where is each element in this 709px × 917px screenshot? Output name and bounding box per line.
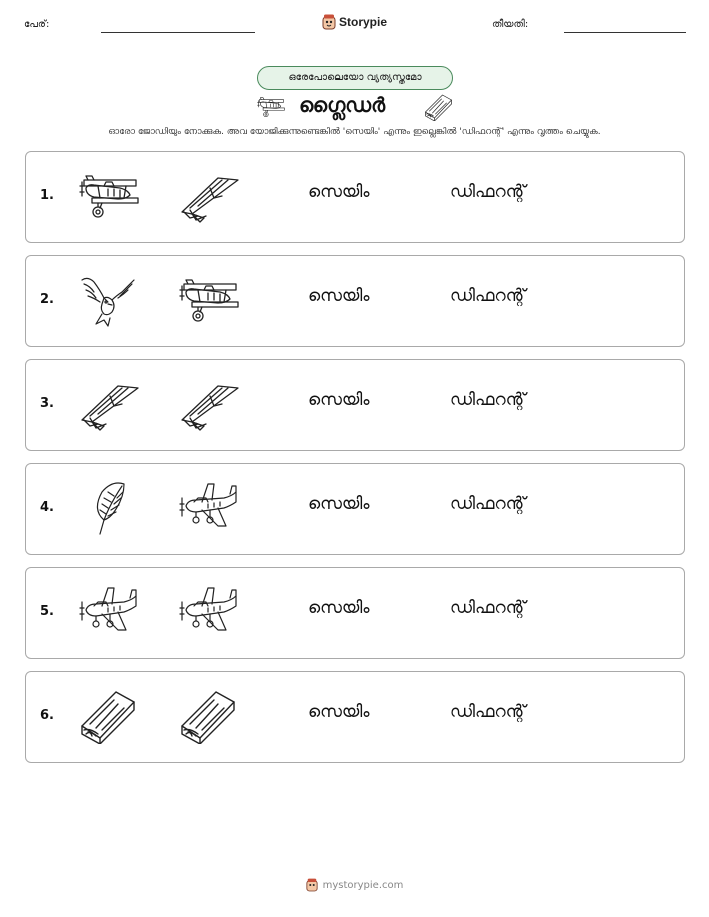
- eagle-icon: [78, 272, 140, 328]
- title-row: [0, 91, 709, 123]
- biplane-icon: [178, 272, 240, 328]
- different-option[interactable]: ഡിഫറന്റ്: [450, 598, 526, 618]
- question-number: 5.: [40, 604, 54, 619]
- date-label: തീയതി:: [492, 19, 529, 30]
- hang-glider-icon: [178, 376, 240, 432]
- wood-log-icon: [78, 688, 140, 744]
- worksheet-header: [0, 0, 709, 40]
- brand-logo: [322, 14, 387, 30]
- name-line[interactable]: [101, 32, 255, 33]
- different-option[interactable]: ഡിഫറന്റ്: [450, 494, 526, 514]
- same-option[interactable]: സെയിം: [308, 390, 370, 410]
- same-option[interactable]: സെയിം: [308, 286, 370, 306]
- hang-glider-icon: [178, 168, 240, 224]
- feather-icon: [78, 480, 140, 536]
- question-card-6: [25, 671, 685, 763]
- instructions: ഓരോ ജോഡിയും നോക്കുക. അവ യോജിക്കുന്നുണ്ടെങ്കിൽ 'സെയിം' എന്നും ഇല്ലെങ്കിൽ 'ഡിഫറന്റ്' എന്നും വൃത്തം ചെയ്യുക.: [108, 127, 601, 137]
- different-option[interactable]: ഡിഫറന്റ്: [450, 390, 526, 410]
- worksheet-type-badge: ഒരേപോലെയോ വ്യത്യസ്തമോ: [257, 66, 453, 90]
- date-line[interactable]: [564, 32, 686, 33]
- biplane-icon: [78, 168, 140, 224]
- question-card-3: [25, 359, 685, 451]
- same-option[interactable]: സെയിം: [308, 702, 370, 722]
- question-card-4: [25, 463, 685, 555]
- question-card-2: [25, 255, 685, 347]
- propeller-plane-icon: [78, 584, 140, 640]
- name-label: പേര്:: [24, 19, 50, 30]
- page-title: ഗ്ലൈഡർ: [299, 93, 386, 117]
- storypie-mascot-icon: [306, 878, 318, 892]
- same-option[interactable]: സെയിം: [308, 598, 370, 618]
- footer-url[interactable]: mystorypie.com: [322, 879, 404, 891]
- hang-glider-icon: [78, 376, 140, 432]
- same-option[interactable]: സെയിം: [308, 494, 370, 514]
- biplane-icon: [254, 94, 288, 120]
- question-card-1: [25, 151, 685, 243]
- propeller-plane-icon: [178, 584, 240, 640]
- propeller-plane-icon: [178, 480, 240, 536]
- wood-log-icon: [423, 93, 455, 121]
- question-card-5: [25, 567, 685, 659]
- page-footer: [0, 878, 709, 892]
- question-number: 2.: [40, 292, 54, 307]
- brand-name: Storypie: [339, 15, 388, 29]
- question-number: 3.: [40, 396, 54, 411]
- different-option[interactable]: ഡിഫറന്റ്: [450, 702, 526, 722]
- different-option[interactable]: ഡിഫറന്റ്: [450, 182, 526, 202]
- question-number: 4.: [40, 500, 54, 515]
- question-number: 1.: [40, 188, 54, 203]
- different-option[interactable]: ഡിഫറന്റ്: [450, 286, 526, 306]
- question-number: 6.: [40, 708, 54, 723]
- wood-log-icon: [178, 688, 240, 744]
- same-option[interactable]: സെയിം: [308, 182, 370, 202]
- storypie-mascot-icon: [322, 14, 336, 30]
